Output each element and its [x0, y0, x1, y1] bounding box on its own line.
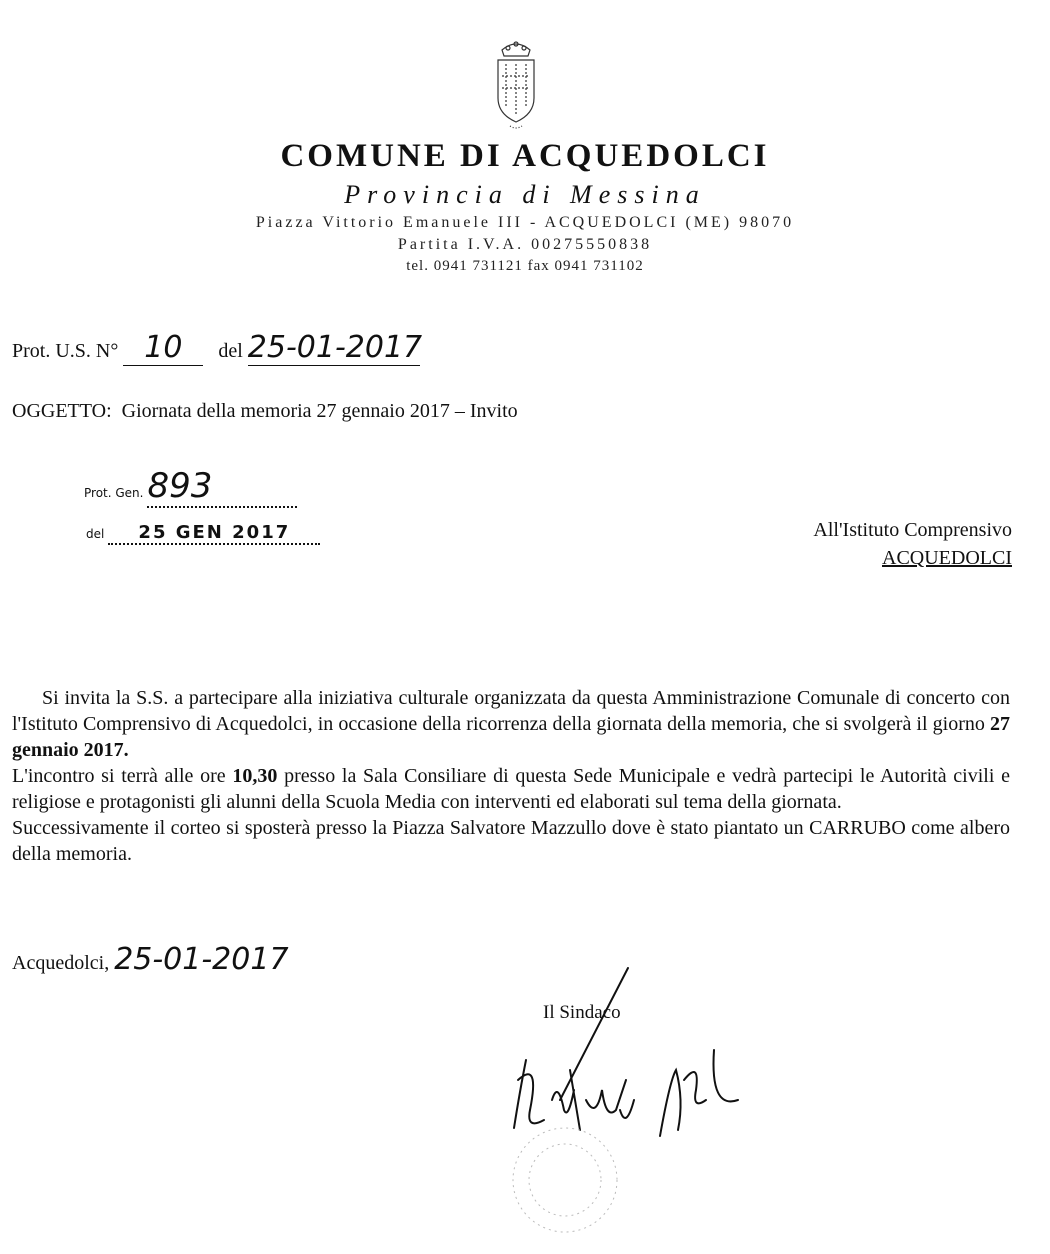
recipient-line1: All'Istituto Comprensivo: [813, 519, 1012, 541]
stamp-prot-gen: [84, 466, 297, 508]
protocol-date-label: del: [218, 340, 243, 362]
contacts-line: tel. 0941 731121 fax 0941 731102: [406, 258, 644, 274]
stamp-del-label: del: [86, 527, 105, 541]
stamp-gen-label: Prot. Gen.: [84, 486, 144, 500]
body-paragraph: [12, 685, 1010, 763]
closing-date: 25-01-2017: [114, 942, 289, 977]
closing-place: Acquedolci,: [12, 952, 110, 974]
protocol-number: 10: [123, 330, 203, 366]
body-paragraph: Successivamente il corteo si sposterà presso la Piazza Salvatore Mazzullo dove è stato piantato un CARRUBO come albero della memoria.: [12, 817, 1010, 865]
province-subtitle: Provincia di Messina: [344, 180, 706, 209]
protocol-label: Prot. U.S. N°: [12, 340, 119, 362]
letter-body: [12, 685, 1010, 867]
body-text: presso la Sala Consiliare di questa Sede Municipale e vedrà partecipi le Autorità civili e religiose e protagonisti gli alunni della Scuola Media con interventi ed elaborati sul tema della giornata.: [12, 765, 1010, 813]
municipality-title: COMUNE DI ACQUEDOLCI: [280, 138, 770, 174]
stamp-gen-number: 893: [147, 466, 297, 508]
body-date-bold: 27 gennaio 2017.: [12, 713, 1010, 761]
municipal-crest-icon: [488, 36, 544, 132]
stamp-del-date: 25 GEN 2017: [108, 522, 320, 545]
signatory-title: Il Sindaco: [543, 1002, 621, 1023]
recipient-line2: ACQUEDOLCI: [882, 547, 1012, 569]
closing-line: [12, 942, 289, 977]
protocol-line: [12, 330, 423, 366]
body-time-bold: 10,30: [232, 765, 278, 787]
recipient-block: [813, 516, 1012, 572]
body-paragraph: [12, 763, 1010, 815]
vat-line: Partita I.V.A. 00275550838: [397, 236, 653, 253]
subject-text: Giornata della memoria 27 gennaio 2017 – Invito: [121, 400, 518, 422]
subject-label: OGGETTO:: [12, 400, 112, 422]
body-text: Si invita la S.S. a partecipare alla iniziativa culturale organizzata da questa Amministrazione Comunale di concerto con l'Istituto Comprensivo di Acquedolci, in occasione della ricorrenza della giornata della memoria, che si svolgerà il giorno: [12, 687, 1010, 735]
subject-line: [12, 400, 518, 423]
body-text: L'incontro si terrà alle ore: [12, 765, 233, 787]
protocol-date: 25-01-2017: [247, 330, 423, 365]
stamp-del: [86, 522, 320, 545]
address-line: Piazza Vittorio Emanuele III - ACQUEDOLCI (ME) 98070: [255, 214, 795, 231]
faint-seal-icon: [500, 1120, 630, 1240]
